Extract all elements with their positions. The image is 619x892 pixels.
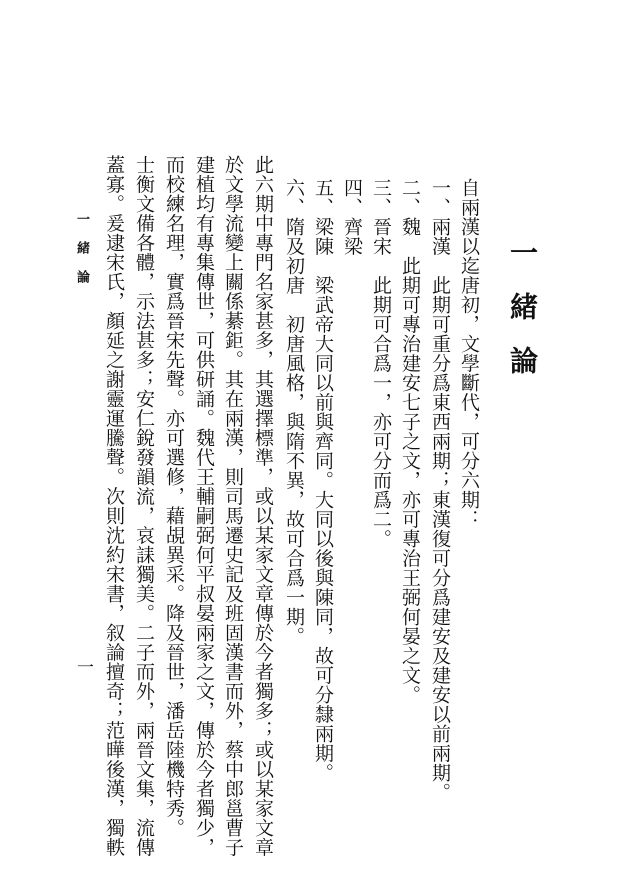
text-column-7: 六、隋及初唐 初唐風格，與隋不異，故可合爲一期。 (283, 178, 305, 646)
text-column-11: 而校練名理，實爲晉宋先聲。亦可選修，藉覘異采。降及晉世，潘岳陸機特秀。 (163, 155, 185, 838)
chapter-title: 一緒論 (506, 238, 539, 400)
text-column-8: 此六期中專門名家甚多，其選擇標準，或以某家文章傳於今者獨多；或以某家文章 (252, 155, 274, 857)
text-column-3: 二、魏 此期可專治建安七子之文，亦可專治王弼何晏之文。 (399, 178, 421, 705)
text-column-12: 士衡文備各體，示法甚多；安仁銳發韻流，哀誄獨美。二子而外，兩晉文集，流傳 (133, 155, 155, 857)
text-column-10: 建植均有專集傳世，可供研誦。魏代王輔嗣弼何平叔晏兩家之文，傳於今者獨少， (193, 155, 215, 857)
text-column-13: 蓋寡。爰逮宋氏，顏延之謝靈運騰聲。次則沈約宋書，叙論擅奇；范曄後漢，獨軼 (103, 155, 125, 857)
text-column-9: 於文學流變上關係綦鉅。其在兩漢，則司馬遷史記及班固漢書而外，蔡中郎邕曹子 (222, 155, 244, 857)
text-column-4: 三、晉宋 此期可合爲一，亦可分而爲二。 (370, 178, 392, 549)
page-number: 一 (73, 658, 93, 675)
text-column-6: 五、梁陳 梁武帝大同以前與齊同。大同以後與陳同，故可分隸兩期。 (312, 178, 334, 783)
text-column-2: 一、兩漢 此期可重分爲東西兩期；東漢復可分爲建安及建安以前兩期。 (429, 178, 451, 802)
text-column-5: 四、齊梁 (341, 178, 363, 256)
text-column-1: 自兩漢以迄唐初，文學斷代，可分六期： (458, 178, 480, 529)
running-head: 一緒論 (74, 212, 89, 299)
